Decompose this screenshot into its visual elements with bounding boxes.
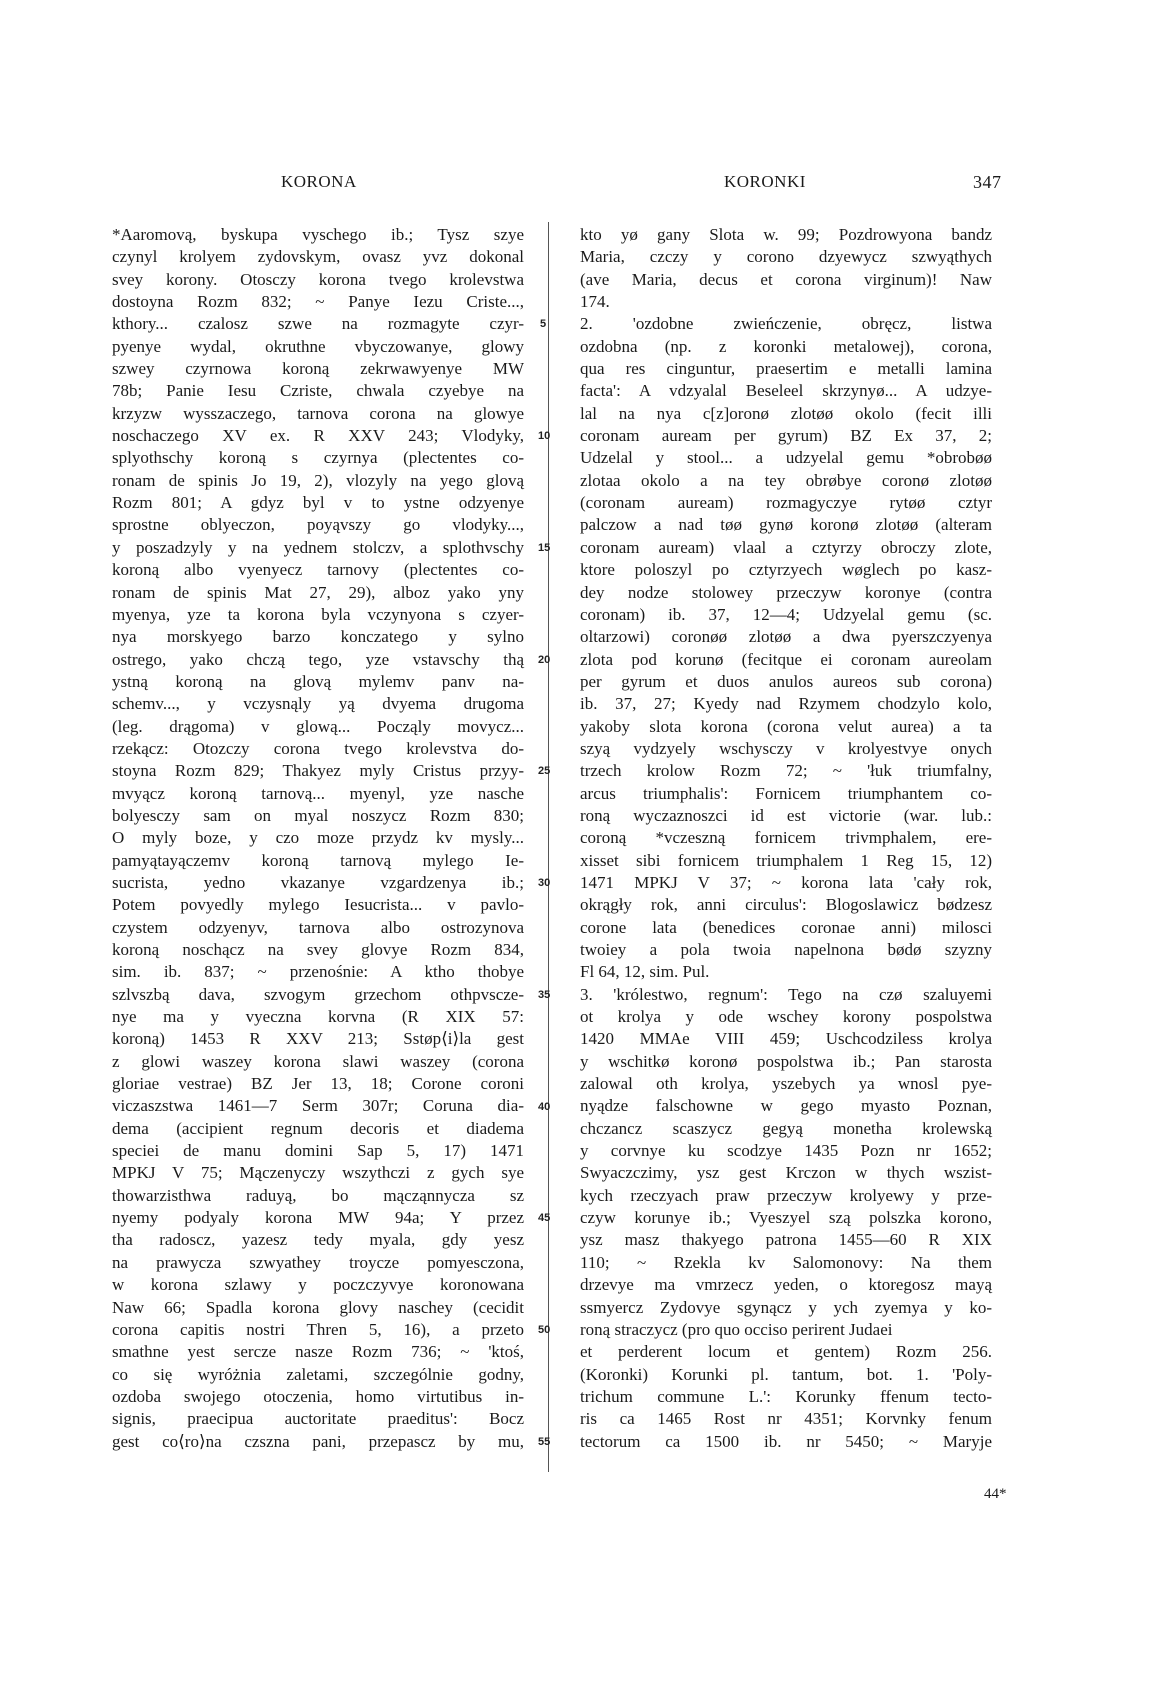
text-line: ris ca 1465 Rost nr 4351; Korvnky fenum (580, 1409, 992, 1429)
text-line: pyenye wydal, okruthne vbyczowanye, glowy (112, 336, 524, 356)
text-line: gloriae vestrae) BZ Jer 13, 18; Corone coroni (112, 1074, 524, 1094)
text-line: sucrista, yedno vkazanye vzgardzenya ib.; (112, 872, 524, 892)
running-head-left: KORONA (281, 172, 357, 191)
text-line: trzech krolow Rozm 72; ~ 'łuk triumfalny, (580, 761, 992, 781)
text-line: na prawycza szwyathey troycze pomyesczona, (112, 1252, 524, 1272)
text-line: (coronam auream) rozmagyczye rytøø cztyr (580, 493, 992, 513)
text-line: viczaszstwa 1461—7 Serm 307r; Coruna dia- (112, 1096, 524, 1116)
text-line: y wschitkø koronø pospolstwa ib.; Pan starosta (580, 1051, 992, 1071)
text-line: facta': A vdzyalal Beseleel skrzynyø... A udzye- (580, 381, 992, 401)
text-line: 78b; Panie Iesu Czriste, chwala czyebye na (112, 381, 524, 401)
text-line: (Koronki) Korunki pl. tantum, bot. 1. 'Poly- (580, 1364, 992, 1384)
text-line: czystem odzyenyv, tarnova albo ostrozynova (112, 917, 524, 937)
text-line: y corvnye ku scodzye 1435 Pozn nr 1652; (580, 1141, 992, 1161)
text-line: roną straczycz (pro quo occiso perirent Judaei (580, 1319, 893, 1339)
text-line: sprostne oblyeczon, poyąvszy go vlodyky..., (112, 515, 524, 535)
text-line: mvyącz koroną tarnovą... myenyl, yze nasche (112, 783, 524, 803)
text-line: szlvszbą dava, szvogym grzechom othpvscze- (112, 984, 524, 1004)
text-line: z glowi waszey korona slawi waszey (corona (112, 1051, 524, 1071)
text-line: dostoyna Rozm 832; ~ Panye Iezu Criste..., (112, 292, 524, 312)
text-line: czyw korunye ib.; Vyeszyel szą polszka korono, (580, 1208, 992, 1228)
text-line: ronam de spinis Mat 27, 29), alboz yako yny (112, 582, 524, 602)
text-line: krzyzw wysszaczego, tarnova corona na glowye (112, 403, 524, 423)
text-line: noschaczego XV ex. R XXV 243; Vlodyky, (112, 426, 524, 446)
line-number: 20 (538, 653, 551, 666)
line-number: 15 (538, 541, 551, 554)
column-divider (548, 222, 549, 1472)
text-line: kthory... czalosz szwe na rozmagyte czyr- (112, 314, 524, 334)
text-line: roną wyczaznoszci id est victorie (war. lub.: (580, 805, 992, 825)
text-line: koroną) 1453 R XXV 213; Sstøp⟨i⟩la gest (112, 1029, 524, 1049)
text-line: ystną koroną na glovą mylemv panv na- (112, 671, 524, 691)
text-line: bolyesczy sam on myal noszycz Rozm 830; (112, 805, 524, 825)
text-line: stoyna Rozm 829; Thakyez myly Cristus przyy- (112, 761, 524, 781)
text-line: 2. 'ozdobne zwieńczenie, obręcz, listwa (580, 314, 992, 334)
text-line: twoiey a pola twoia napelnona bødø szyzny (580, 940, 992, 959)
text-line: coronam auream per gyrum) BZ Ex 37, 2; (580, 426, 992, 446)
text-line: szwey czyrnowa koroną zekrwawyenye MW (112, 359, 524, 379)
text-line: ozdobna (np. z koronki metalowej), corona, (580, 336, 992, 356)
line-number: 25 (538, 765, 551, 778)
text-line: Udzelal y stool... a udzyelal gemu *obrobøø (580, 448, 992, 468)
text-line: 1420 MMAe VIII 459; Uschcodziless krolya (580, 1029, 992, 1049)
text-line: zalowal oth krolya, yszebych ya wnosl pye- (580, 1074, 992, 1094)
text-line: koroną albo vyenyecz tarnovy (plectentes co- (112, 560, 524, 580)
text-line: per gyrum et duos anulos aureos sub corona) (580, 671, 992, 691)
line-number: 45 (538, 1212, 551, 1225)
text-line: dema (accipient regnum decoris et diadema (112, 1118, 524, 1138)
text-line: y poszadzyly y na yednem stolczv, a splothvschy (112, 537, 524, 557)
text-line: ronam de spinis Jo 19, 2), vlozyly na yego glovą (112, 470, 524, 490)
line-number: 40 (538, 1100, 551, 1113)
text-line: et perderent locum et gentem) Rozm 256. (580, 1342, 992, 1362)
text-line: coroną *vczeszną fornicem trivmphalem, ere- (580, 828, 992, 848)
text-line: co się wyróżnia zaletami, szczególnie godny, (112, 1364, 524, 1384)
text-line: ot krolya y ode wschey korony pospolstwa (580, 1007, 992, 1027)
text-line: arcus triumphalis': Fornicem triumphantem co- (580, 783, 992, 803)
text-line: signis, praecipua auctoritate praeditus': Bocz (112, 1409, 524, 1429)
text-line: ozdoba swojego otoczenia, homo virtutibus in- (112, 1386, 524, 1406)
text-line: nyemy podyaly korona MW 94a; Y przez (112, 1208, 524, 1228)
text-line: corona capitis nostri Thren 5, 16), a przeto (112, 1319, 524, 1339)
text-line: ysz masz thakyego patrona 1455—60 R XIX (580, 1230, 992, 1250)
page-number: 347 (973, 172, 1002, 192)
line-number: 50 (538, 1324, 551, 1337)
text-line: drzevye ma vmrzecz yeden, o ktoregosz mayą (580, 1275, 992, 1295)
text-line: lal na nya c[z]oronø zlotøø okolo (fecit illi (580, 403, 992, 423)
text-line: 3. 'królestwo, regnum': Tego na czø szaluyemi (580, 984, 992, 1004)
signature-mark: 44* (984, 1486, 1007, 1502)
line-number: 55 (538, 1435, 551, 1448)
running-head-right: KORONKI (724, 172, 806, 191)
text-line: sim. ib. 837; ~ przenośnie: A ktho thobye (112, 962, 524, 982)
text-line: Naw 66; Spadla korona glovy naschey (cecidit (112, 1297, 524, 1317)
text-line: Swyaczczimy, ysz gest Krczon w thych wszist- (580, 1163, 992, 1183)
text-line: (leg. drągoma) v glową... Począly movycz... (112, 716, 524, 736)
text-line: zlota pod korunø (fecitque ei coronam aureolam (580, 649, 992, 669)
text-line: ostrego, yako chczą tego, yze vstavschy thą (112, 649, 524, 669)
text-line: nye ma y vyeczna korvna (R XIX 57: (112, 1007, 524, 1027)
text-line: 174. (580, 292, 610, 312)
text-line: palczow a nad tøø gynø koronø zlotøø (alteram (580, 515, 992, 535)
text-line: chczancz scaszycz gegyą monetha krolewską (580, 1118, 992, 1138)
text-line: Fl 64, 12, sim. Pul. (580, 962, 710, 982)
text-line: 1471 MPKJ V 37; ~ korona lata 'cały rok, (580, 872, 992, 892)
text-line: myenya, yze ta korona byla vczynyona s czyer- (112, 604, 524, 624)
text-line: 110; ~ Rzekla kv Salomonovy: Na them (580, 1252, 992, 1272)
text-line: pamyątayączemv koroną tarnovą mylego Ie- (112, 850, 524, 870)
left-column (112, 224, 524, 1453)
text-line: tectorum ca 1500 ib. nr 5450; ~ Maryje (580, 1431, 992, 1451)
right-column (580, 224, 992, 1453)
text-line: ib. 37, 27; Kyedy nad Rzymem chodzylo kolo, (580, 694, 992, 714)
line-number: 10 (538, 430, 551, 443)
text-line: MPKJ V 75; Mączenyczy wszythczi z gych sye (112, 1163, 524, 1183)
text-line: oltarzowi) coronøø zlotøø a dwa pyerszczyenya (580, 627, 992, 647)
text-line: kto yø gany Slota w. 99; Pozdrowyona bandz (580, 225, 992, 244)
text-line: rzekącz: Otozczy corona tvego krolevstva do- (112, 738, 524, 758)
text-line: splyothschy koroną s czyrnya (plectentes co- (112, 448, 524, 468)
text-line: czynyl krolyem zydovskym, ovasz yvz dokonal (112, 247, 524, 267)
text-line: coronam) ib. 37, 12—4; Udzyelal gemu (sc. (580, 604, 992, 624)
text-line: O myly boze, y czo moze przydz kv mysly... (112, 828, 524, 848)
line-number: 35 (538, 988, 551, 1001)
text-line: *Aaromovą, byskupa vyschego ib.; Tysz szye (112, 225, 524, 244)
text-line: (ave Maria, decus et corona virginum)! Naw (580, 269, 992, 289)
text-line: Potem povyedly mylego Iesucrista... v pavlo- (112, 895, 524, 915)
text-line: gest co⟨ro⟩na czszna pani, przepascz by mu, (112, 1431, 524, 1451)
text-line: szyą vydzyely wschysczy v krolyestvye onych (580, 738, 992, 758)
line-number: 5 (540, 318, 547, 331)
text-line: nya morskyego barzo konczatego y sylno (112, 627, 524, 647)
text-line: coronam auream) vlaal a cztyrzy obroczy zlote, (580, 537, 992, 557)
text-line: yakoby slota korona (corona velut aurea) a ta (580, 716, 992, 736)
text-line: thowarzisthwa raduyą, bo mącząnnycza sz (112, 1185, 524, 1205)
text-line: dey nodze stolowey przeczyw koronye (contra (580, 582, 992, 602)
text-line: ktore poloszyl po cztyrzyech wøglech po kasz- (580, 560, 992, 580)
text-line: tha radoscz, yazesz tedy myala, gdy yesz (112, 1230, 524, 1250)
text-line: speciei de manu domini Sap 5, 17) 1471 (112, 1141, 524, 1161)
text-line: svey korony. Otosczy korona tvego krolevstwa (112, 269, 524, 289)
text-line: okrągły rok, anni circulus': Blogoslawicz bødzesz (580, 895, 992, 915)
text-line: ssmyercz Zydovye sgynącz y ych zyemya y ko- (580, 1297, 992, 1317)
text-line: Rozm 801; A gdyz byl v to ystne odzyenye (112, 493, 524, 513)
text-line: trichum commune L.': Korunky ffenum tecto- (580, 1386, 992, 1406)
text-line: Maria, czczy y corono dzyewycz szwyąthych (580, 247, 992, 267)
line-number: 30 (538, 877, 551, 890)
text-line: kych rzeczyach praw przeczyw krolyewy y prze- (580, 1185, 992, 1205)
text-line: smathne yest sercze nasze Rozm 736; ~ 'ktoś, (112, 1342, 524, 1362)
text-line: schemv..., y vczysnąly yą dvyema drugoma (112, 694, 524, 714)
text-line: corone lata (benedices coronae anni) milosci (580, 917, 992, 937)
text-line: zlotaa okolo a na tey obrøbye coronø zlotøø (580, 470, 992, 490)
text-line: koroną noschącz na svey glovye Rozm 834, (112, 940, 524, 959)
text-line: nyądze falschowne w gego myasto Poznan, (580, 1096, 992, 1116)
text-line: xisset sibi fornicem triumphalem 1 Reg 15, 12) (580, 850, 992, 870)
text-line: w korona szlawy y poczczyvye koronowana (112, 1275, 524, 1295)
text-line: qua res cinguntur, praesertim e metalli lamina (580, 359, 992, 379)
